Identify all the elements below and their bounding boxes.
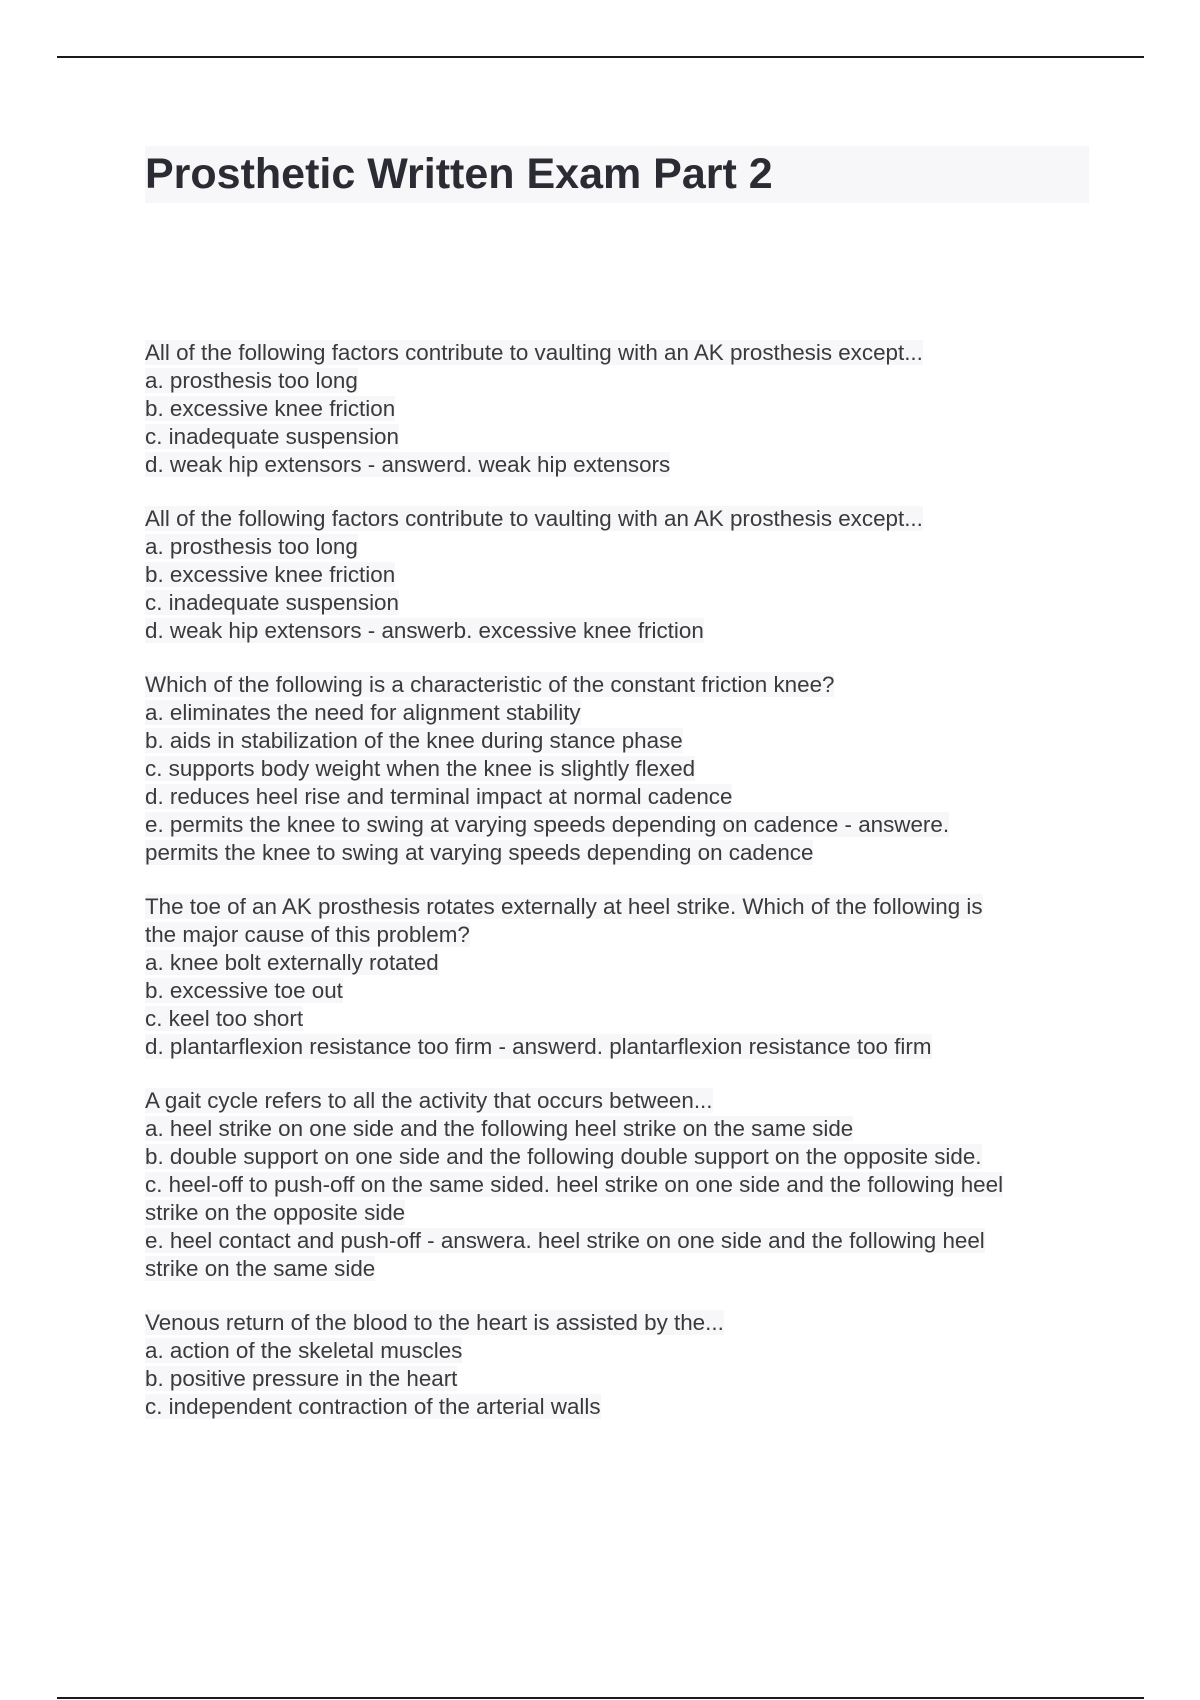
question-5	[145, 1087, 1075, 1283]
question-2-option-a: a. prosthesis too long	[145, 534, 358, 559]
question-2-option-b: b. excessive knee friction	[145, 562, 396, 587]
question-1-stem: All of the following factors contribute to vaulting with an AK prosthesis except...	[145, 340, 923, 365]
question-3-option-a: a. eliminates the need for alignment stability	[145, 700, 581, 725]
question-6-option-c: c. independent contraction of the arterial walls	[145, 1394, 601, 1419]
question-5-answer-continued: strike on the same side	[145, 1256, 376, 1281]
question-4-stem-continued: the major cause of this problem?	[145, 922, 470, 947]
question-list	[145, 339, 1075, 1447]
question-4-option-a: a. knee bolt externally rotated	[145, 950, 439, 975]
page-title: Prosthetic Written Exam Part 2	[145, 146, 1089, 203]
question-3-option-b: b. aids in stabilization of the knee during stance phase	[145, 728, 683, 753]
question-5-option-c-continued: strike on the opposite side	[145, 1200, 406, 1225]
question-2-stem: All of the following factors contribute to vaulting with an AK prosthesis except...	[145, 506, 923, 531]
question-1-option-a: a. prosthesis too long	[145, 368, 358, 393]
question-5-option-b: b. double support on one side and the following double support on the opposite side.	[145, 1144, 982, 1169]
question-4-option-b: b. excessive toe out	[145, 978, 343, 1003]
question-5-option-e-answer: e. heel contact and push-off - answera. heel strike on one side and the following heel	[145, 1228, 985, 1253]
question-6	[145, 1309, 1075, 1421]
bottom-rule	[57, 1697, 1144, 1699]
question-3-option-c: c. supports body weight when the knee is slightly flexed	[145, 756, 696, 781]
question-4-option-d-answer: d. plantarflexion resistance too firm - answerd. plantarflexion resistance too firm	[145, 1034, 932, 1059]
question-1-option-c: c. inadequate suspension	[145, 424, 399, 449]
question-4-stem: The toe of an AK prosthesis rotates externally at heel strike. Which of the following is	[145, 894, 983, 919]
question-2-option-c: c. inadequate suspension	[145, 590, 399, 615]
top-rule	[57, 56, 1144, 58]
question-3-option-e-answer: e. permits the knee to swing at varying speeds depending on cadence - answere.	[145, 812, 950, 837]
question-6-option-a: a. action of the skeletal muscles	[145, 1338, 463, 1363]
question-5-stem: A gait cycle refers to all the activity that occurs between...	[145, 1088, 713, 1113]
question-5-option-a: a. heel strike on one side and the following heel strike on the same side	[145, 1116, 854, 1141]
question-3-answer-continued: permits the knee to swing at varying speeds depending on cadence	[145, 840, 814, 865]
question-3-stem: Which of the following is a characteristic of the constant friction knee?	[145, 672, 835, 697]
question-2-option-d-answer: d. weak hip extensors - answerb. excessive knee friction	[145, 618, 704, 643]
question-3-option-d: d. reduces heel rise and terminal impact at normal cadence	[145, 784, 733, 809]
question-2	[145, 505, 1075, 645]
question-6-stem: Venous return of the blood to the heart is assisted by the...	[145, 1310, 724, 1335]
question-6-option-b: b. positive pressure in the heart	[145, 1366, 458, 1391]
question-1-option-d-answer: d. weak hip extensors - answerd. weak hip extensors	[145, 452, 671, 477]
question-1	[145, 339, 1075, 479]
question-4	[145, 893, 1075, 1061]
question-3	[145, 671, 1075, 867]
question-5-option-c: c. heel-off to push-off on the same sided. heel strike on one side and the following heel	[145, 1172, 1004, 1197]
question-4-option-c: c. keel too short	[145, 1006, 304, 1031]
question-1-option-b: b. excessive knee friction	[145, 396, 396, 421]
